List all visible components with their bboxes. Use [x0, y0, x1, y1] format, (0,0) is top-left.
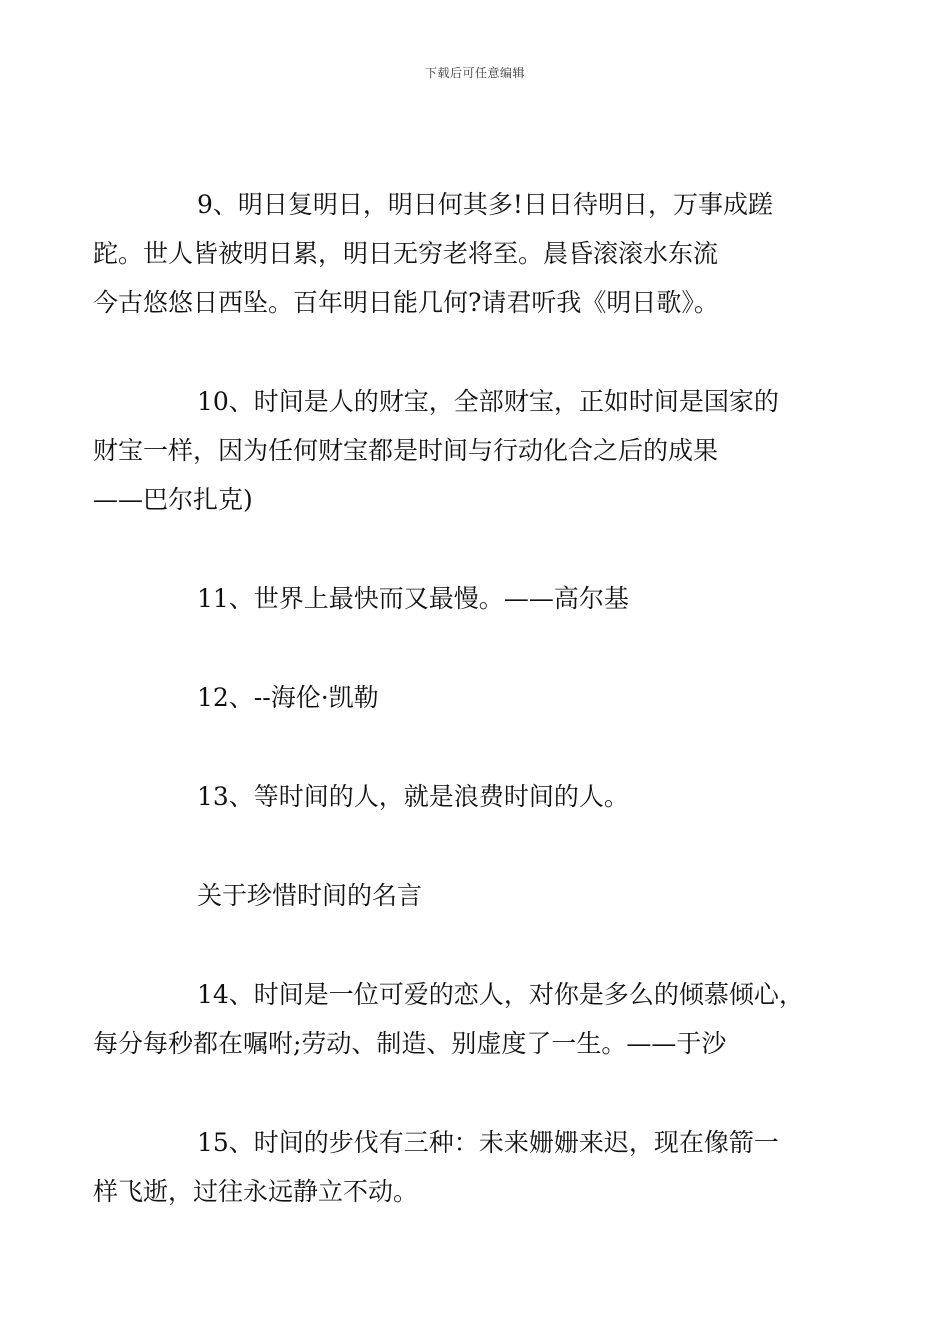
quote-15: [93, 1118, 835, 1216]
line: 10、时间是人的财宝，全部财宝，正如时间是国家的: [197, 387, 779, 416]
line: 今古悠悠日西坠。百年明日能几何?请君听我《明日歌》。: [93, 288, 719, 317]
line: 12、--海伦·凯勒: [197, 683, 379, 712]
quote-9: [93, 180, 835, 327]
line: 9、明日复明日，明日何其多!日日待明日，万事成蹉: [197, 190, 773, 219]
line: 关于珍惜时间的名言: [197, 881, 423, 910]
line: 财宝一样，因为任何财宝都是时间与行动化合之后的成果: [93, 436, 719, 465]
quote-12: [145, 673, 835, 722]
section-heading: [145, 871, 835, 920]
line: 13、等时间的人，就是浪费时间的人。: [197, 782, 629, 811]
quote-10: [93, 377, 835, 524]
line: 11、世界上最快而又最慢。——高尔基: [197, 584, 629, 613]
line: 14、时间是一位可爱的恋人，对你是多么的倾慕倾心，: [197, 980, 804, 1009]
line: 每分每秒都在嘱咐;劳动、制造、别虚度了一生。——于沙: [93, 1029, 727, 1058]
page-header: 下载后可任意编辑: [424, 66, 525, 80]
line: 15、时间的步伐有三种：未来姗姗来迟，现在像箭一: [197, 1128, 779, 1157]
quote-13: [145, 772, 835, 821]
line: ——巴尔扎克): [93, 485, 253, 514]
quote-11: [145, 574, 835, 623]
line: 样飞逝，过往永远静立不动。: [93, 1177, 419, 1206]
document-body: [93, 180, 835, 1216]
line: 跎。世人皆被明日累，明日无穷老将至。晨昏滚滚水东流: [93, 239, 719, 268]
quote-14: [93, 970, 835, 1068]
